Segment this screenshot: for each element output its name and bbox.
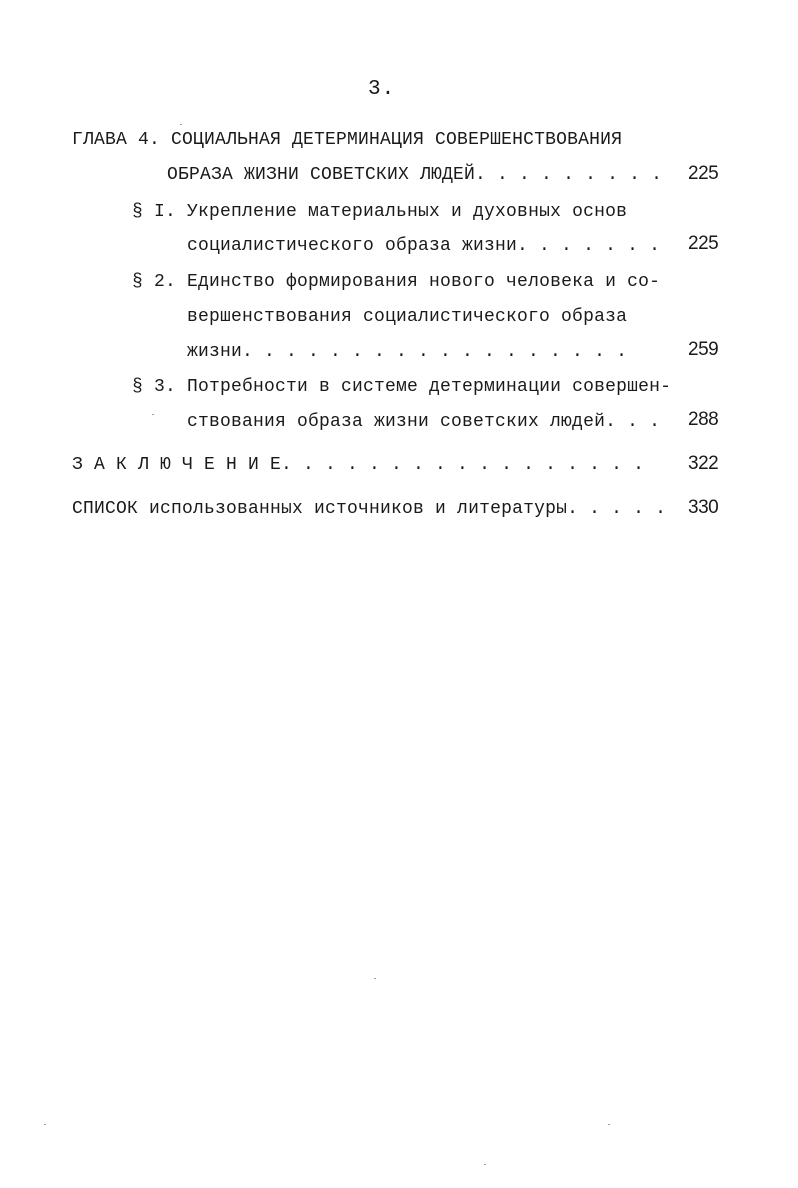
scan-speck [152, 414, 154, 415]
section-3-line2: ствования образа жизни советских людей. . . [187, 412, 661, 432]
section-3-page-number: 288 [688, 409, 719, 430]
conclusion-page-number: 322 [688, 453, 719, 474]
section-1-line2: социалистического образа жизни. . . . . . . [187, 236, 661, 256]
section-2-line2: вершенствования социалистического образа [187, 307, 628, 327]
chapter-title-line2: ОБРАЗА ЖИЗНИ СОВЕТСКИХ ЛЮДЕЙ. . . . . . . . . [167, 165, 663, 185]
scan-speck [374, 978, 376, 979]
section-2-line1: § 2. Единство формирования нового человека и со- [132, 272, 661, 292]
section-1-page-number: 225 [688, 233, 719, 254]
scan-speck [180, 124, 182, 125]
scan-speck [608, 1124, 610, 1125]
scan-speck [44, 1124, 46, 1125]
section-1-line1: § I. Укрепление материальных и духовных основ [132, 202, 628, 222]
section-2-line3: жизни. . . . . . . . . . . . . . . . . . [187, 342, 628, 362]
bibliography-entry: СПИСОК использованных источников и литературы. . . . . [72, 499, 667, 519]
chapter-title-line1: ГЛАВА 4. СОЦИАЛЬНАЯ ДЕТЕРМИНАЦИЯ СОВЕРШЕНСТВОВАНИЯ [72, 130, 623, 150]
scan-speck [484, 1164, 486, 1165]
chapter-page-number: 225 [688, 163, 719, 184]
bibliography-page-number: 330 [688, 497, 719, 518]
section-2-page-number: 259 [688, 339, 719, 360]
conclusion-entry: З А К Л Ю Ч Е Н И Е. . . . . . . . . . . . . . . . . [72, 455, 645, 475]
page-number: 3. [368, 78, 396, 101]
section-3-line1: § 3. Потребности в системе детерминации совершен- [132, 377, 672, 397]
